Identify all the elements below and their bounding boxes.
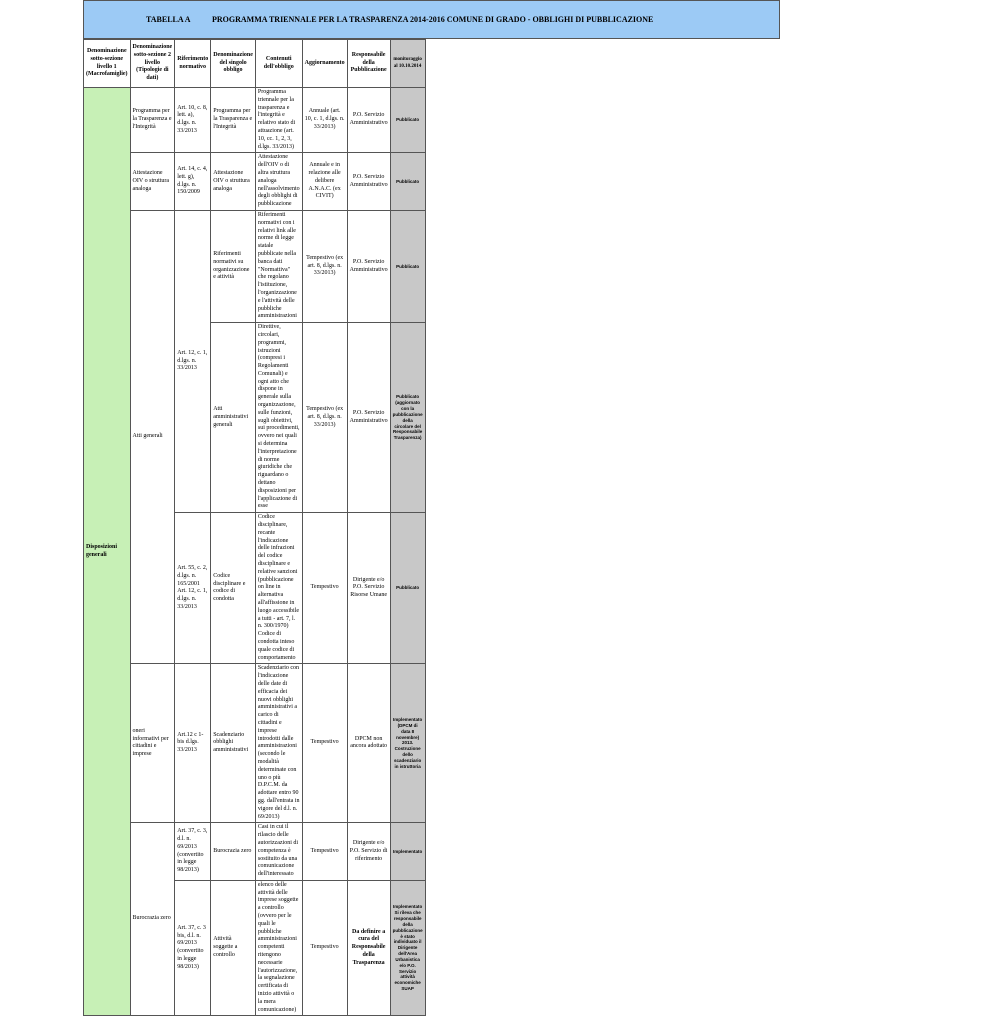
cell-level2: Burocrazia zero — [130, 823, 175, 1016]
cell-monitoraggio: Implementato Si rileva che responsabile della pubblicazione è stato individuato il Dirigente dell'Area Urbanistica e/o P.O. Servizio attività economiche SUAP — [390, 880, 425, 1016]
cell-aggiornamento: Tempestivo (ex art. 8, d.lgs. n. 33/2013) — [302, 323, 347, 513]
cell-responsabile: Dirigente e/o P.O. Servizio Risorse Umane — [347, 513, 390, 664]
cell-contenuti: Casi in cui il rilascio delle autorizzazioni di competenza è sostituito da una comunicazione dell'interessato — [255, 823, 302, 881]
cell-aggiornamento: Tempestivo — [302, 823, 347, 881]
cell-contenuti: Direttive, circolari, programmi, istruzioni (compresi i Regolamenti Comunali) e ogni atto che dispone in generale sulla organizzazione, sulle funzioni, sugli obiettivi, sui procedimenti, ovvero nei quali si determina l'interpretazione di norme giuridiche che riguardano o dettano disposizioni per l'applicazione di esse — [255, 323, 302, 513]
cell-monitoraggio: Pubblicato — [390, 88, 425, 153]
cell-obbligo: Attestazione OIV o struttura analoga — [211, 153, 256, 211]
cell-riferimento: Art. 37, c. 3, d.l. n. 69/2013 (convertito in legge 98/2013) — [175, 823, 211, 881]
cell-obbligo: Attività soggette a controllo — [211, 880, 256, 1016]
cell-riferimento: Art. 14, c. 4, lett. g), d.lgs. n. 150/2009 — [175, 153, 211, 211]
header-obbligo: Denominazione del singolo obbligo — [211, 40, 256, 88]
cell-monitoraggio: Implementato — [390, 823, 425, 881]
cell-riferimento: Art. 37, c. 3 bis, d.l. n. 69/2013 (convertito in legge 98/2013) — [175, 880, 211, 1016]
cell-level2: Attestazione OIV o struttura analoga — [130, 153, 175, 211]
cell-obbligo: Codice disciplinare e codice di condotta — [211, 513, 256, 664]
cell-monitoraggio: Pubblicato — [390, 210, 425, 322]
cell-level2: Atti generali — [130, 210, 175, 663]
table-label: TABELLA A — [146, 15, 191, 24]
header-responsabile: Responsabile della Pubblicazione — [347, 40, 390, 88]
macro-cell: Disposizioni generali — [84, 88, 131, 1016]
cell-level2: Programma per la Trasparenza e l'Integrità — [130, 88, 175, 153]
cell-aggiornamento: Tempestivo (ex art. 8, d.lgs. n. 33/2013) — [302, 210, 347, 322]
header-monitoraggio: monitoraggio al 10.10.2014 — [390, 40, 425, 88]
cell-aggiornamento: Tempestivo — [302, 880, 347, 1016]
header-level1: Denominazione sotto-sezione livello 1 (Macrofamiglie) — [84, 40, 131, 88]
cell-contenuti: elenco delle attività delle imprese soggette a controllo (ovvero per le quali le pubbliche amministrazioni competenti ritengono necessarie l'autorizzazione, la segnalazione certificata di inizio attività o la mera comunicazione) — [255, 880, 302, 1016]
page-title: PROGRAMMA TRIENNALE PER LA TRASPARENZA 2014-2016 COMUNE DI GRADO - OBBLIGHI DI PUBBLICAZIONE — [212, 15, 654, 24]
cell-level2: oneri informativi per cittadini e imprese — [130, 664, 175, 823]
cell-obbligo: Scadenziario obblighi amministrativi — [211, 664, 256, 823]
cell-responsabile: P.O. Servizio Amministrativo — [347, 210, 390, 322]
cell-riferimento: Art. 55, c. 2, d.lgs. n. 165/2001 Art. 12, c. 1, d.lgs. n. 33/2013 — [175, 513, 211, 664]
header-row — [84, 40, 426, 88]
cell-contenuti: Riferimenti normativi con i relativi link alle norme di legge statale pubblicate nella banca dati "Normattiva" che regolano l'istituzione, l'organizzazione e l'attività delle pubbliche amministrazioni — [255, 210, 302, 322]
header-level2: Denominazione sotto-sezione 2 livello (Tipologie di dati) — [130, 40, 175, 88]
cell-riferimento: Art. 12, c. 1, d.lgs. n. 33/2013 — [175, 210, 211, 512]
obligations-table — [83, 39, 426, 1016]
cell-contenuti: Attestazione dell'OIV o di altra struttura analoga nell'assolvimento degli obblighi di pubblicazione — [255, 153, 302, 211]
header-riferimento: Riferimento normativo — [175, 40, 211, 88]
cell-riferimento: Art. 10, c. 8, lett. a), d.lgs. n. 33/2013 — [175, 88, 211, 153]
cell-aggiornamento: Tempestivo — [302, 513, 347, 664]
cell-monitoraggio: Pubblicato (aggiornato con la pubblicazione della circolare del Responsabile Trasparenza) — [390, 323, 425, 513]
cell-obbligo: Riferimenti normativi su organizzazione e attività — [211, 210, 256, 322]
table-row — [84, 88, 426, 153]
cell-responsabile: Da definire a cura del Responsabile della Trasparenza — [347, 880, 390, 1016]
cell-responsabile: P.O. Servizio Amministrativo — [347, 153, 390, 211]
cell-contenuti: Scadenziario con l'indicazione delle date di efficacia dei nuovi obblighi amministrativi a carico di cittadini e imprese introdotti dalle amministrazioni (secondo le modalità determinate con uno o più D.P.C.M. da adottare entro 90 gg. dall'entrata in vigore del d.l. n. 69/2013) — [255, 664, 302, 823]
cell-contenuti: Codice disciplinare, recante l'indicazione delle infrazioni del codice disciplinare e relative sanzioni (pubblicazione on line in alternativa all'affissione in luogo accessibile a tutti - art. 7, l. n. 300/1970) Codice di condotta inteso quale codice di comportamento — [255, 513, 302, 664]
table-row — [84, 210, 426, 322]
table-row — [84, 664, 426, 823]
cell-aggiornamento: Tempestivo — [302, 664, 347, 823]
cell-monitoraggio: Implementato (DPCM di data 8 novembre) 2013. Costruzione dello scadenziario in istruttoria — [390, 664, 425, 823]
cell-aggiornamento: Annuale (art. 10, c. 1, d.lgs. n. 33/2013) — [302, 88, 347, 153]
title-band — [83, 0, 780, 39]
cell-responsabile: P.O. Servizio Amministrativo — [347, 88, 390, 153]
table-row — [84, 153, 426, 211]
header-aggiornamento: Aggiornamento — [302, 40, 347, 88]
cell-aggiornamento: Annuale e in relazione alle delibere A.N.A.C. (ex CIVIT) — [302, 153, 347, 211]
cell-obbligo: Atti amministrativi generali — [211, 323, 256, 513]
cell-riferimento: Art.12 c 1-bis d.lgs. 33/2013 — [175, 664, 211, 823]
cell-contenuti: Programma triennale per la trasparenza e l'integrità e relativo stato di attuazione (art. 10, cc. 1, 2, 3, d.lgs. 33/2013) — [255, 88, 302, 153]
cell-responsabile: P.O. Servizio Amministrativo — [347, 323, 390, 513]
header-contenuti: Contenuti dell'obbligo — [255, 40, 302, 88]
cell-monitoraggio: Pubblicato — [390, 513, 425, 664]
cell-obbligo: Burocrazia zero — [211, 823, 256, 881]
cell-monitoraggio: Pubblicato — [390, 153, 425, 211]
cell-responsabile: DPCM non ancora adottato — [347, 664, 390, 823]
cell-responsabile: Dirigente e/o P.O. Servizio di riferimento — [347, 823, 390, 881]
cell-obbligo: Programma per la Trasparenza e l'Integrità — [211, 88, 256, 153]
table-row — [84, 823, 426, 881]
